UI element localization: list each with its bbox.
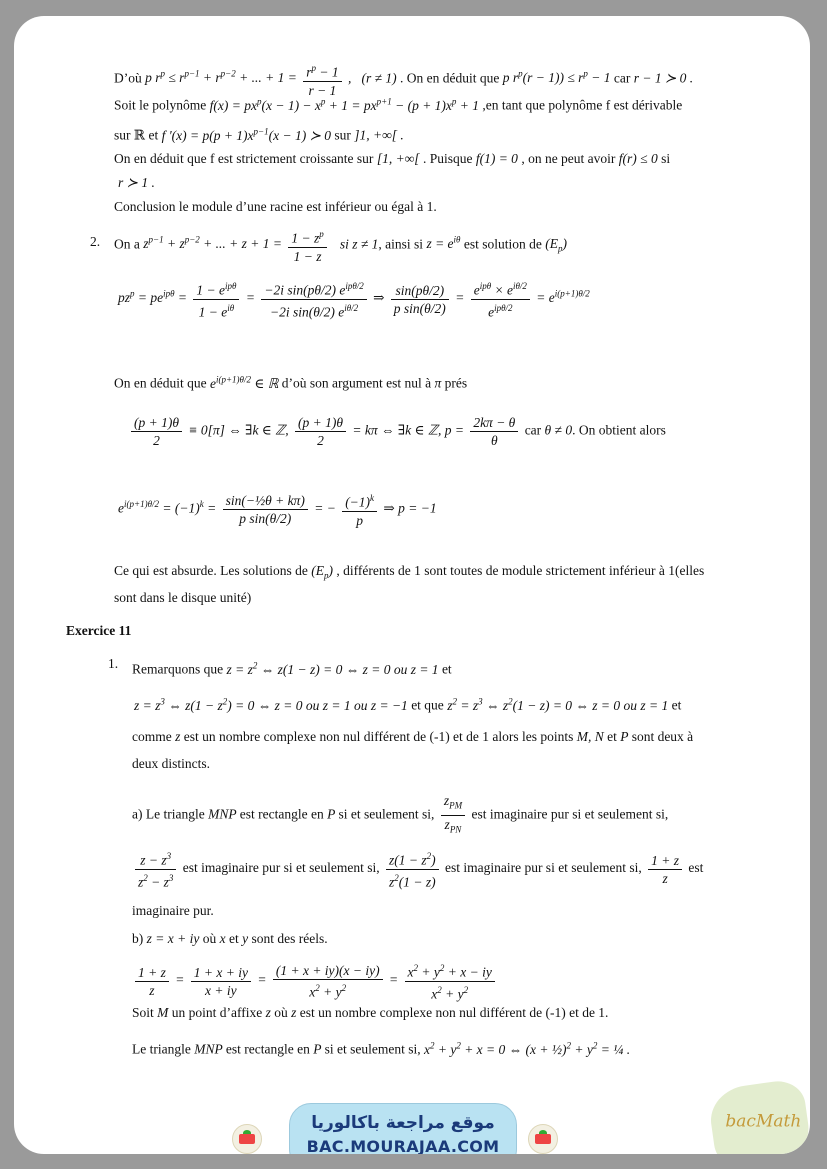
line-a: a) Le triangle MNP est rectangle en P si et seulement si, $\frac{z_{PM}}{z_{PN}}$ est imaginaire pur si et seulement si, [132, 793, 669, 835]
conclusion-line: Conclusion le module d’une racine est inférieur ou égal à 1. [114, 199, 437, 214]
line-2: Soit le polynôme $f(x) = px^p(x - 1) - x^p + 1 = px^{p+1} - (p + 1)x^p + 1$ ,en tant que polynôme f est dérivable [114, 96, 683, 113]
site-banner[interactable] [289, 1103, 517, 1154]
line-imaginaire: imaginaire pur. [132, 903, 214, 918]
line-3: sur ℝ et f '$(x) = p(p + 1)x^{p-1}(x - 1)$ ≻ 0 sur ]1, +∞[ . [114, 126, 404, 143]
formula-2: $\frac{(p + 1)\theta}{2}$ ≡ 0[π] ⇔ ∃k ∈ ℤ, $\frac{(p + 1)\theta}{2}$ = kπ ⇔ ∃k ∈ ℤ, p = $\frac{2k\pi - \theta}{\theta}$ car θ ≠ 0. On obtient alors [128, 414, 666, 449]
item-number-2: 2. [90, 234, 101, 249]
item-number-1: 1. [108, 656, 119, 671]
line-deduit: On en déduit que $e^{i(p+1)\theta/2}$ ∈ ℝ d’où son argument est nul à π prés [114, 374, 468, 391]
site-url[interactable]: BAC.MOURAJAA.COM [306, 1137, 500, 1154]
bacmath-logo: bacMath [707, 1078, 810, 1154]
line-b: b) z = x + iy où x et y sont des réels. [132, 931, 328, 946]
line-distincts: deux distincts. [132, 756, 210, 771]
line-1: D’où p $r^p \le r^{p-1} + r^{p-2}$ + ... + 1 = $\frac{r^p - 1}{r - 1}$ , (r ≠ 1) . On en déduit que p $r^p(r - 1)) \le r^p - 1$ car r − 1 ≻ 0 . [114, 60, 693, 99]
line-soit-m: Soit M un point d’affixe z où z est un nombre complexe non nul différent de (-1) et de 1. [132, 1005, 609, 1020]
line-absurde: Ce qui est absurde. Les solutions de $(E_p)$ , différents de 1 sont toutes de module strictement inférieur à 1(elles [114, 563, 705, 581]
line-5: r ≻ 1 . [118, 175, 155, 190]
line-z3: $z = z^3$ ⇔ $z(1 - z^2) = 0$ ⇔ z = 0 ou z = 1 ou z = −1 et que $z^2 = z^3$ ⇔ $z^2(1 - z) = 0$ ⇔ z = 0 ou z = 1 et [134, 696, 682, 713]
site-logo-right-icon [528, 1124, 558, 1154]
formula-3: $e^{i(p+1)\theta/2} = (-1)^k$ = $\frac{\text{sin(−½θ + kπ)}}{\text{p sin(θ/2)}}$ = − $\frac{(-1)^k}{p}$ ⇒ p = −1 [118, 490, 437, 529]
line-item2: On a $z^{p-1} + z^{p-2}$ + ... + z + 1 = $\frac{1 - z^p}{1 - z}$ si z ≠ 1, ainsi si $z = e^{i\theta}$ est solution de $(E_p)$ [114, 226, 567, 265]
line-absurde-2: sont dans le disque unité) [114, 590, 252, 605]
line-remarquons: Remarquons que $z = z^2$ ⇔ z(1 − z) = 0 ⇔ z = 0 ou z = 1 et [132, 660, 452, 677]
formula-b: $\frac{1 + z}{z}$ = $\frac{1 + x + iy}{x + iy}$ = $\frac{(1 + x + iy)(x - iy)}{x^2 + y^2}$ = $\frac{x^2 + y^2 + x - iy}{x^2 + y^2}$ [132, 960, 498, 1002]
line-4: On en déduit que f est strictement croissante sur [1, +∞[ . Puisque f(1) = 0 , on ne peut avoir f(r) ≤ 0 si [114, 151, 671, 166]
line-comme: comme z est un nombre complexe non nul différent de (-1) et de 1 alors les points M, N et P sont deux à [132, 729, 694, 744]
site-name-arabic: موقع مراجعة باكالوريا [311, 1113, 495, 1133]
page [14, 16, 810, 1154]
line-a2: $\frac{z - z^3}{z^2 - z^3}$ est imaginaire pur si et seulement si, $\frac{z(1 - z^2)}{z^2(1 - z)}$ est imaginaire pur si et seulement si, $\frac{1 + z}{z}$ est [132, 848, 703, 890]
formula-1: $pz^p = pe^{ip\theta}$ = $\frac{1 - e^{ip\theta}}{1 - e^{i\theta}}$ = $\frac{-2i \sin(p\theta/2) e^{ip\theta/2}}{-2i \sin(\theta/2) e^{i\theta/2}}$ ⇒ $\frac{\sin(p\theta/2)}{\text{p sin(θ/2)}}$ = $\frac{e^{ip\theta} \times e^{i\theta/2}}{e^{ip\theta/2}}$ = $e^{i(p+1)\theta/2}$ [118, 278, 590, 320]
site-logo-left-icon [232, 1124, 262, 1154]
line-final: Le triangle MNP est rectangle en P si et seulement si, $x^2 + y^2 + x = 0$ ⇔ (x + ½)$^2$ + $y^2$ = ¼ . [132, 1040, 631, 1057]
exercise-heading: Exercice 11 [66, 623, 132, 638]
